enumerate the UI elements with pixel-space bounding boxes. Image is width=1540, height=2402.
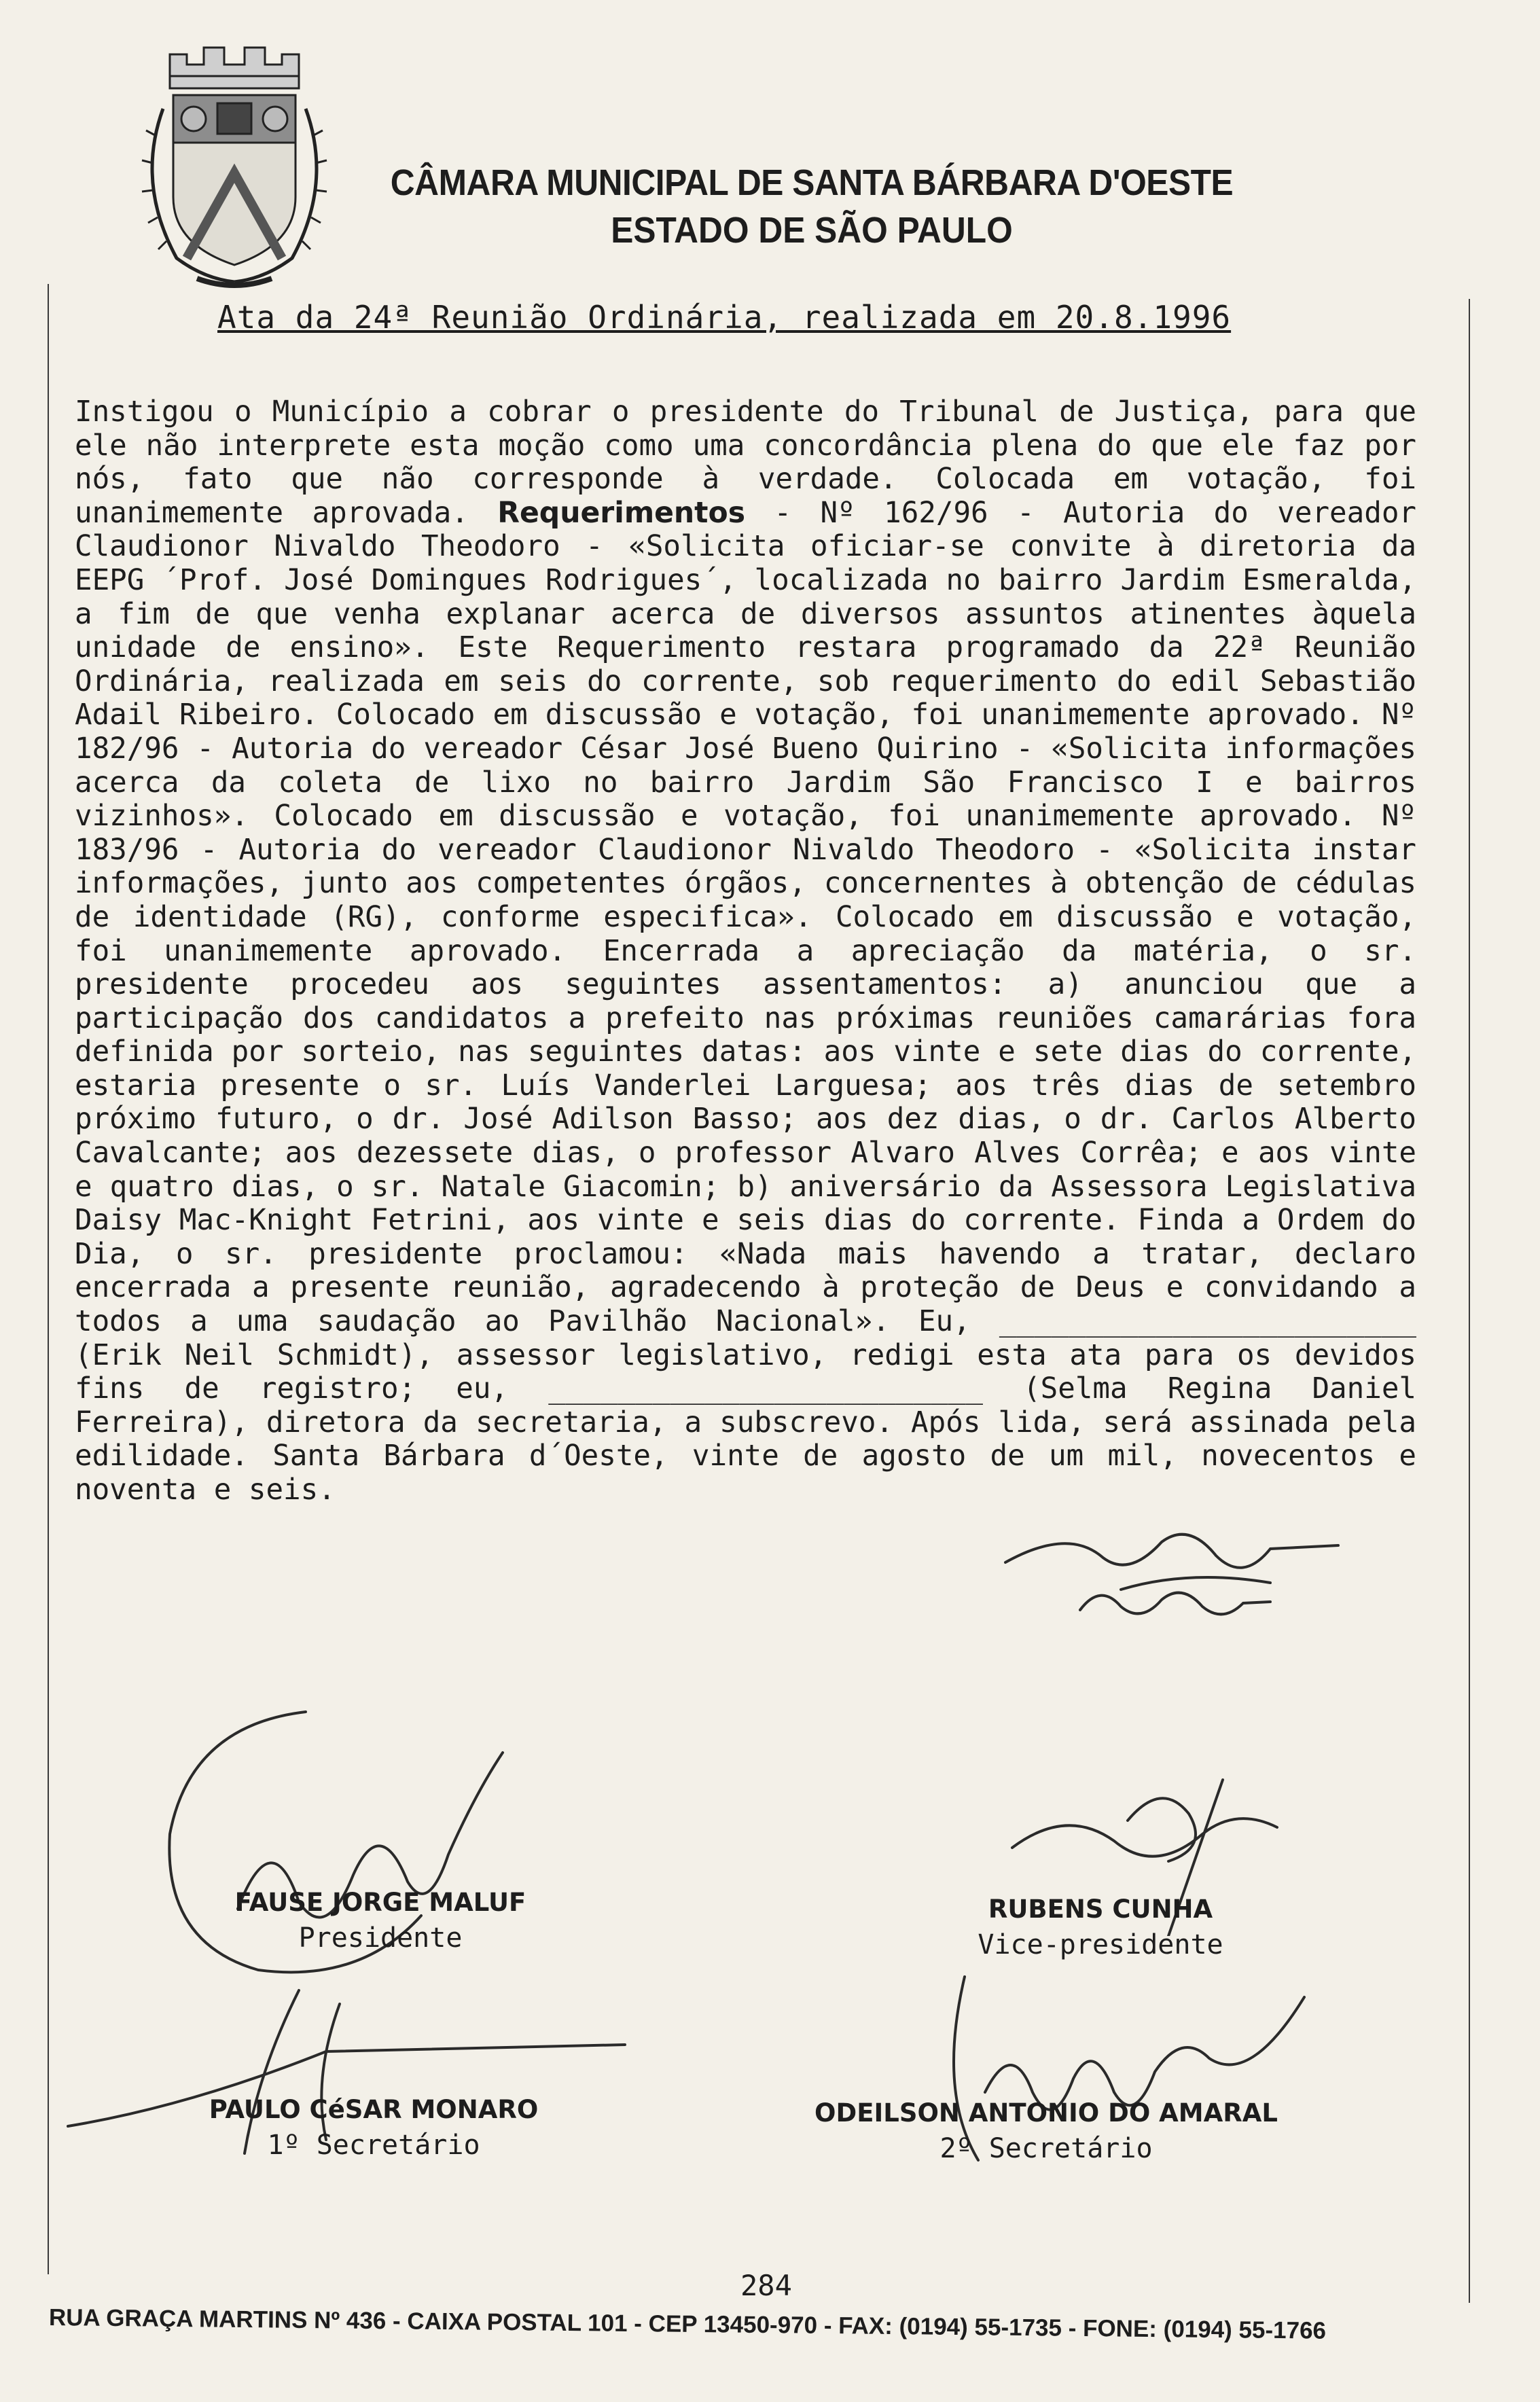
page-number: 284 xyxy=(740,2269,792,2302)
signer-role: Presidente xyxy=(298,1922,463,1954)
institution-subtitle: ESTADO DE SÃO PAULO xyxy=(611,210,1013,251)
body-text-after: - Nº 162/96 - Autoria do vereador Claudionor Nivaldo Theodoro - «Solicita oficiar-se convite à diretoria da EEPG ´Prof. José Domingues Rodrigues´, localizada no bairro Jardim Esmeralda, a fim de que venha explanar acerca de diversos assuntos atinentes àquela unidade de ensino». Este Requerimento restara programado da 22ª Reunião Ordinária, realizada em seis do corrente, sob requerimento do edil Sebastião Adail Ribeiro. Colocado em discussão e votação, foi unanimemente aprovado. Nº 182/96 - Autoria do vereador César José Bueno Quirino - «Solicita informações acerca da coleta de lixo no bairro Jardim São Francisco I e bairros vizinhos». Colocado em discussão e votação, foi unanimemente aprovado. Nº 183/96 - Autoria do vereador Claudionor Nivaldo Theodoro - «Solicita instar informações, junto aos competentes órgãos, concernentes à obtenção de cédulas de identidade (RG), conforme especifica». Colocado em discussão e votação, foi unanimemente aprovado. Encerrada a apreciação da matéria, o sr. presidente procedeu aos seguintes assentamentos: a) anunciou que a participação dos candidatos a prefeito nas próximas reuniões camarárias fora definida por sorteio, nas seguintes datas: aos vinte e sete dias do corrente, estaria presente o sr. Luís Vanderlei Larguesa; aos três dias de setembro próximo futuro, o dr. José Adilson Basso; aos dez dias, o dr. Carlos Alberto Cavalcante; aos dezessete dias, o professor Alvaro Alves Corrêa; e aos vinte e quatro dias, o sr. Natale Giacomin; b) aniversário da Assessora Legislativa Daisy Mac-Knight Fetrini, aos vinte e seis dias do corrente. Finda a Ordem do Dia, o sr. presidente proclamou: «Nada mais havendo a tratar, declaro encerrada a presente reunião, agradecendo à proteção de Deus e convidando a todos a uma saudação ao Pavilhão Nacional». Eu, ________________________ (Erik Neil Schmidt), assessor legislativo, redigi esta ata para os devidos fins de registro; eu, _________________________ (Selma Regina Daniel Ferreira), diretora da secretaria, a subscrevo. Após lida, será assinada pela edilidade. Santa Bárbara d´Oeste, vinte de agosto de um mil, novecentos e noventa e seis. xyxy=(75,496,1416,1507)
institution-title: CÂMARA MUNICIPAL DE SANTA BÁRBARA D'OESTE xyxy=(390,162,1234,203)
signer-name: RUBENS CUNHA xyxy=(988,1895,1213,1924)
signer-role: 2º Secretário xyxy=(939,2133,1153,2164)
document-heading: Ata da 24ª Reunião Ordinária, realizada em 20.8.1996 xyxy=(217,299,1232,336)
body-text-before: Instigou o Município a cobrar o presidente do Tribunal de Justiça, para que ele não interprete esta moção como uma concordância plena do que ele faz por nós, fato que não corresponde à verdade. Colocada em votação, foi unanimemente aprovada. xyxy=(75,395,1416,530)
handwritten-signature-icon xyxy=(985,1515,1365,1603)
signature-block-vice-president xyxy=(883,1892,1318,1962)
frame-line-right xyxy=(1469,299,1470,2303)
signature-block-president xyxy=(204,1885,557,1956)
handwritten-signature-icon xyxy=(1073,1576,1277,1630)
minutes-body xyxy=(75,395,1416,1507)
signer-name: PAULO CéSAR MONARO xyxy=(209,2095,539,2124)
signer-name: FAUSE JORGE MALUF xyxy=(234,1888,526,1917)
signer-role: Vice-presidente xyxy=(978,1929,1223,1960)
address-footer: RUA GRAÇA MARTINS Nº 436 - CAIXA POSTAL 101 - CEP 13450-970 - FAX: (0194) 55-1735 - FONE: (0194) 55-1766 xyxy=(48,2304,1327,2344)
requerimentos-label: Requerimentos xyxy=(497,496,745,530)
signer-role: 1º Secretário xyxy=(267,2130,480,2161)
signature-block-first-secretary xyxy=(183,2092,564,2163)
frame-line-left xyxy=(48,284,49,2274)
signer-name: ODEILSON ANTONIO DO AMARAL xyxy=(814,2098,1278,2128)
signature-block-second-secretary xyxy=(768,2096,1325,2166)
coat-of-arms-icon xyxy=(122,41,346,292)
